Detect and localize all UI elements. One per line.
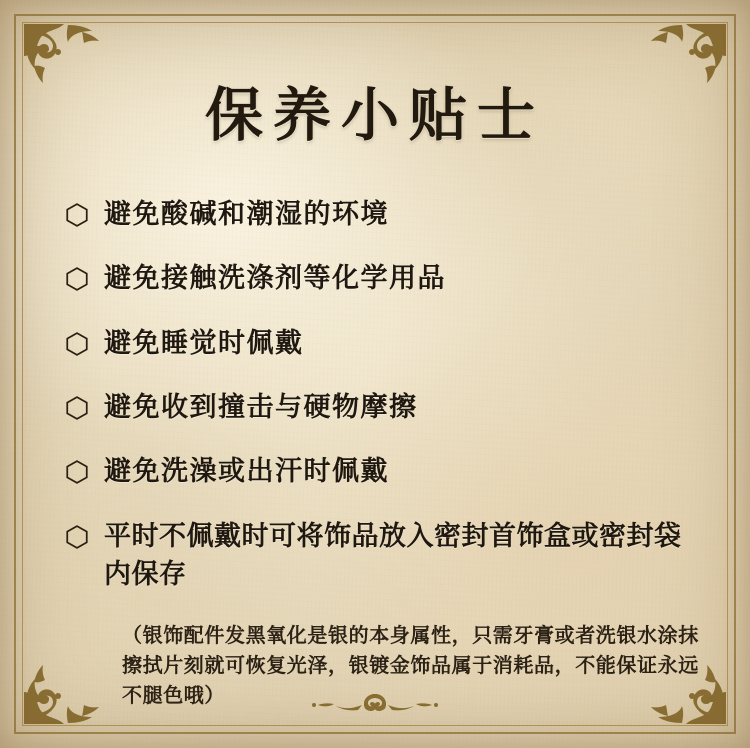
list-item	[64, 325, 702, 363]
hexagon-bullet-icon	[64, 202, 90, 228]
list-item	[64, 518, 702, 595]
hexagon-bullet-icon	[64, 524, 90, 550]
tip-text: 避免收到撞击与硬物摩擦	[104, 391, 418, 423]
list-item	[64, 389, 702, 427]
tips-list	[40, 196, 710, 710]
page-title: 保养小贴士	[204, 81, 545, 149]
tip-text: 避免洗澡或出汗时佩戴	[104, 456, 389, 488]
hexagon-bullet-icon	[64, 331, 90, 357]
list-item	[64, 260, 702, 298]
poster-content	[40, 46, 710, 708]
hexagon-bullet-icon	[64, 266, 90, 292]
care-note: （银饰配件发黑氧化是银的本身属性，只需牙膏或者洗银水涂抹擦拭片刻就可恢复光泽，银镀金饰品属于消耗品，不能保证永远不腿色哦）	[122, 623, 699, 708]
tip-text: 避免睡觉时佩戴	[104, 327, 304, 359]
tip-text: 平时不佩戴时可将饰品放入密封首饰盒或密封袋内保存	[104, 520, 682, 590]
hexagon-bullet-icon	[64, 459, 90, 485]
list-item	[64, 453, 702, 491]
hexagon-bullet-icon	[64, 395, 90, 421]
tip-text: 避免酸碱和潮湿的环境	[104, 199, 389, 230]
tip-text: 避免接触洗涤剂等化学用品	[104, 263, 446, 295]
list-item	[64, 196, 702, 234]
